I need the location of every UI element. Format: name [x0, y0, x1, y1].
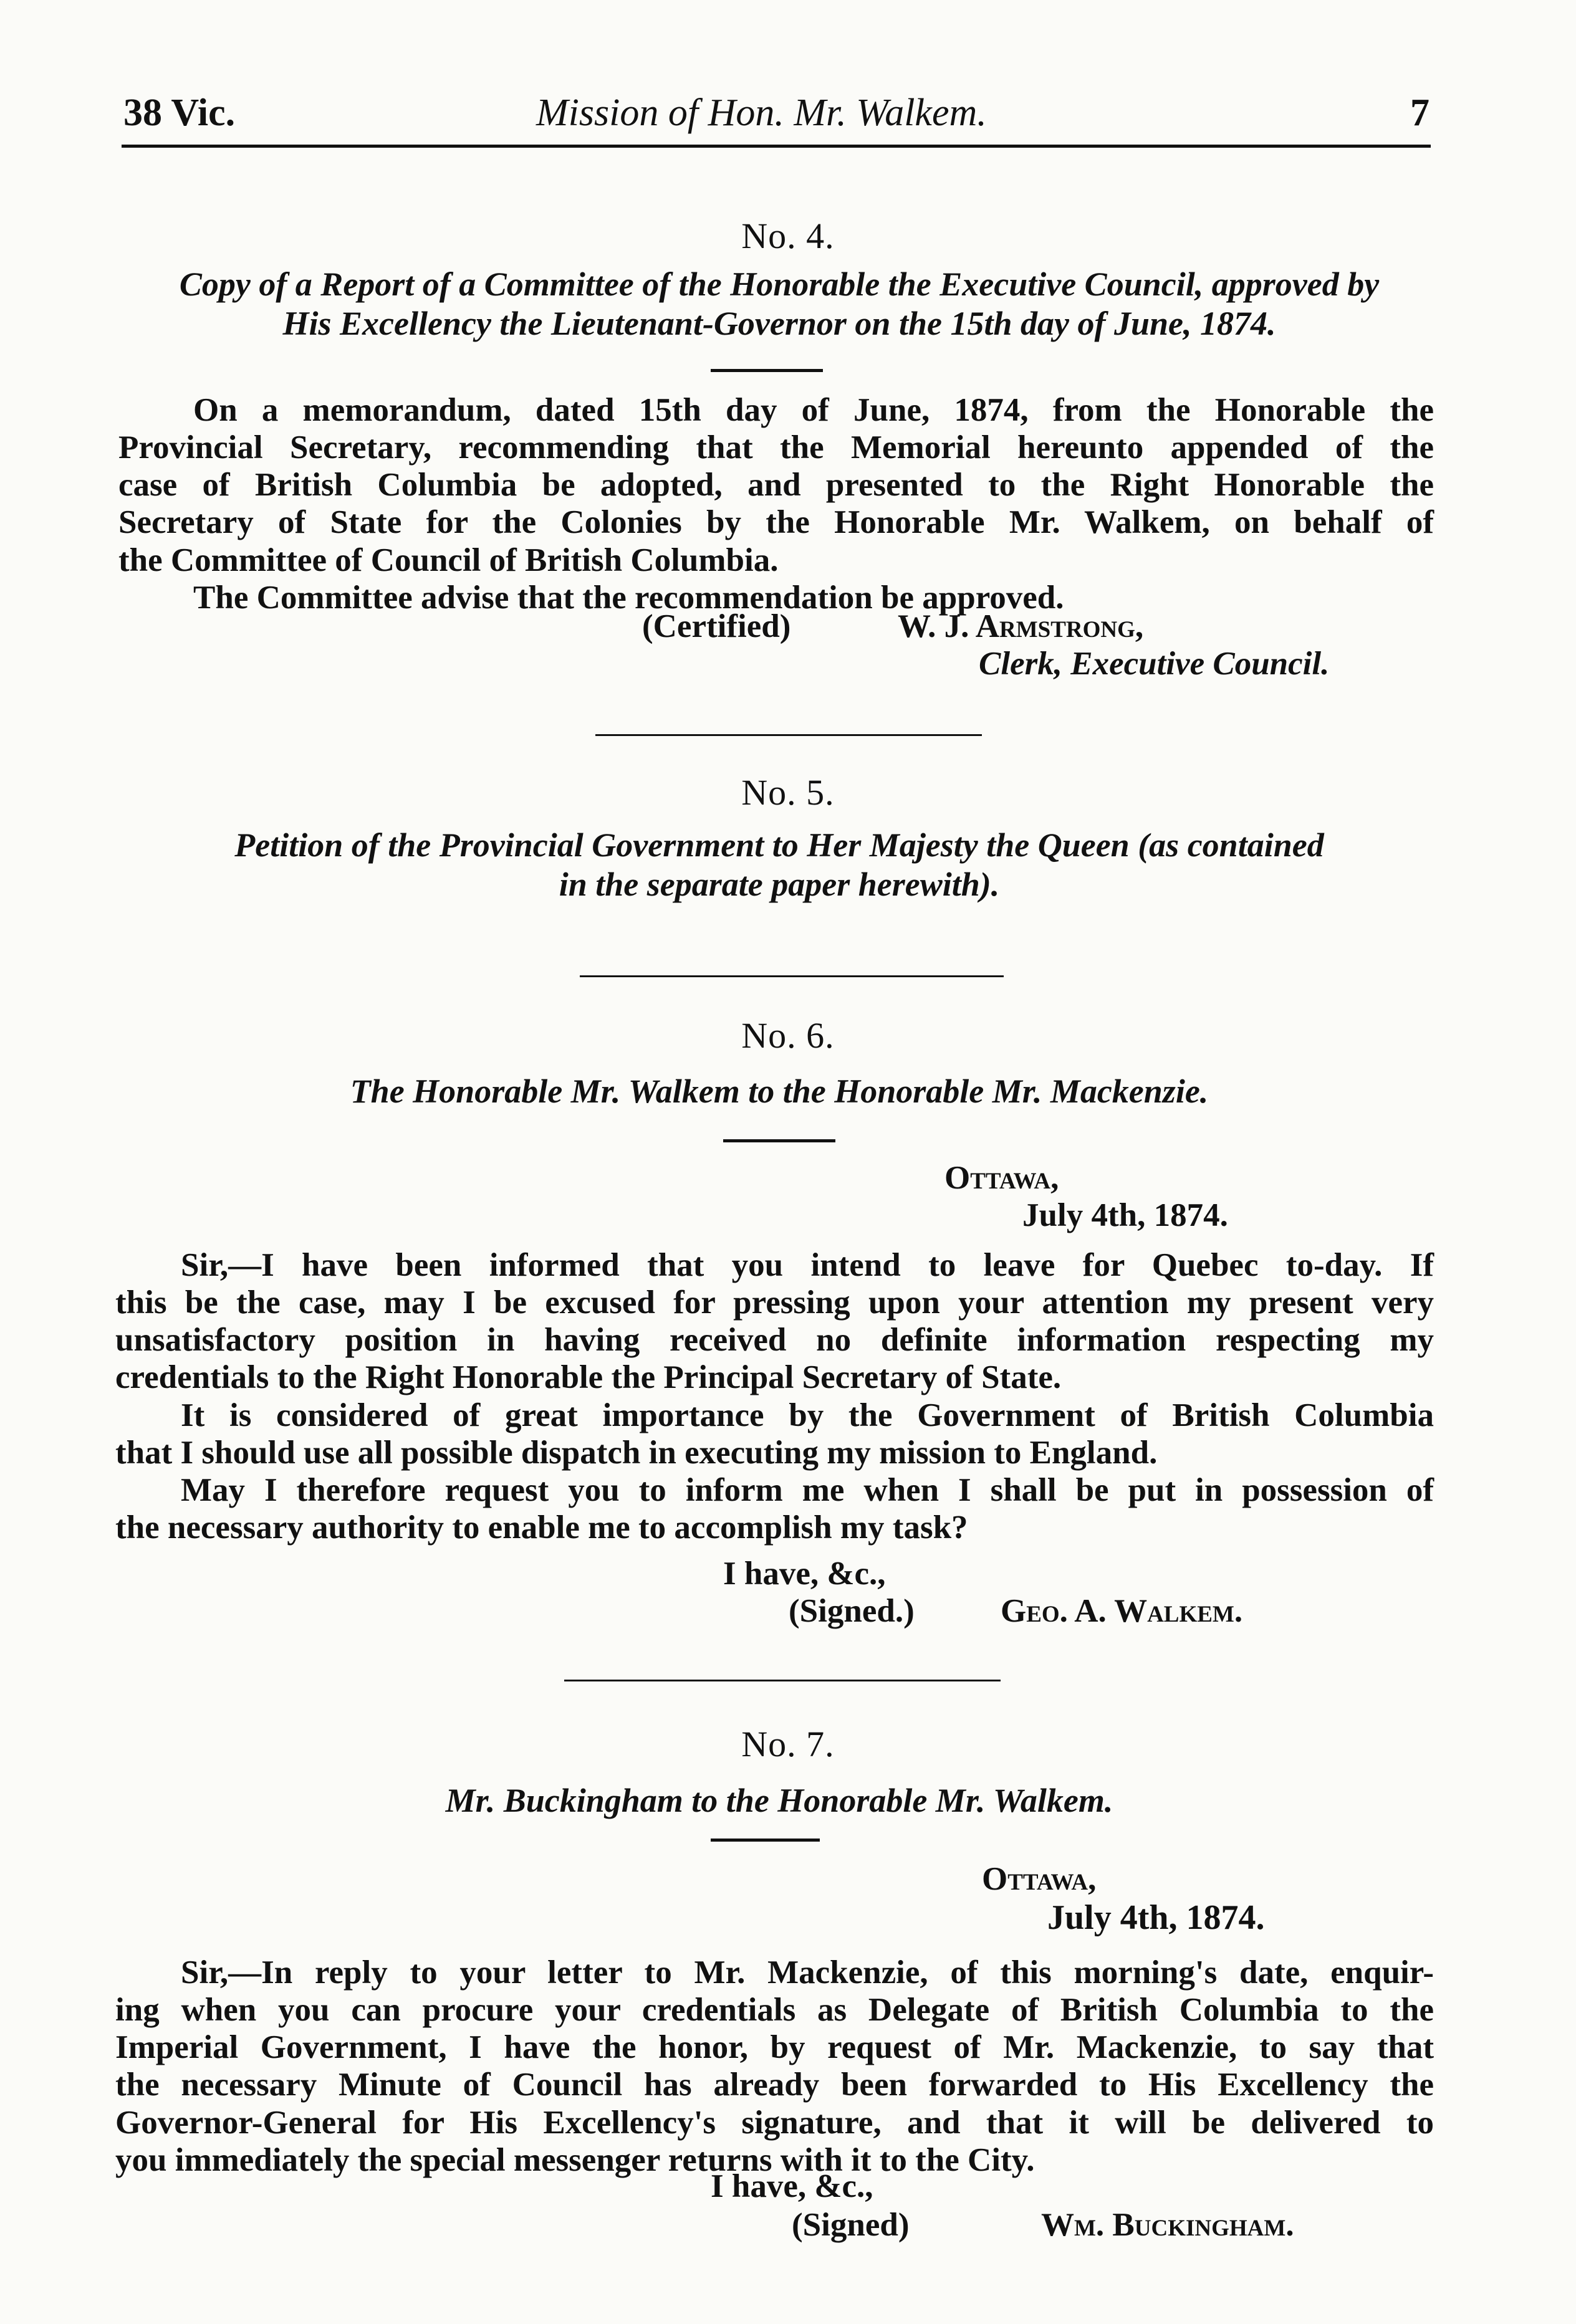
doc6-closing: I have, &c., [723, 1556, 886, 1592]
doc4-para1-line3: case of British Columbia be adopted, and presented to the Right Honorable the [118, 467, 1434, 504]
doc7-letter [115, 1954, 1434, 2179]
doc4-para2: The Committee advise that the recommendation be approved. [193, 579, 1064, 616]
doc4-signer: W. J. Armstrong, [898, 608, 1144, 644]
header-title: Mission of Hon. Mr. Walkem. [536, 92, 987, 134]
doc7-signer: Wm. Buckingham. [1041, 2207, 1294, 2243]
doc6-para3-line1: May I therefore request you to inform me when I shall be put in possession of [181, 1471, 1434, 1508]
doc6-number: No. 6. [741, 1015, 835, 1056]
doc4-caption-line1: Copy of a Report of a Committee of the Honorable the Executive Council, approved by [179, 265, 1380, 303]
doc6-para1-line3: unsatisfactory position in having received no definite information respecting my [115, 1322, 1434, 1359]
doc6-caption: The Honorable Mr. Walkem to the Honorable Mr. Mackenzie. [350, 1073, 1209, 1110]
doc6-signer: Geo. A. Walkem. [1001, 1593, 1243, 1629]
doc4-caption [122, 265, 1437, 343]
doc7-signed: (Signed) [792, 2207, 910, 2243]
doc7-number: No. 7. [741, 1724, 835, 1764]
doc6-signed: (Signed.) [789, 1593, 915, 1629]
doc6-place: Ottawa, [944, 1160, 1059, 1196]
doc7-caption: Mr. Buckingham to the Honorable Mr. Walkem. [445, 1782, 1113, 1819]
doc4-caption-line2: His Excellency the Lieutenant-Governor on the 15th day of June, 1874. [282, 304, 1276, 342]
doc7-para1-line3: Imperial Government, I have the honor, by request of Mr. Mackenzie, to say that [115, 2029, 1434, 2066]
section-divider-2 [580, 975, 1004, 977]
doc7-date: July 4th, 1874. [1047, 1898, 1265, 1937]
doc4-caption-rule [711, 369, 823, 372]
doc6-para2-line1: It is considered of great importance by the Government of British Columbia [181, 1397, 1434, 1433]
doc6-para3-line2: the necessary authority to enable me to accomplish my task? [115, 1509, 968, 1546]
doc4-para1-line1: On a memorandum, dated 15th day of June, 1874, from the Honorable the [193, 392, 1434, 428]
doc6-para1-line1: Sir,—I have been informed that you intend to leave for Quebec to-day. If [181, 1247, 1434, 1283]
doc6-caption-rule [723, 1139, 835, 1142]
doc7-para1-line6: you immediately the special messenger returns with it to the City. [115, 2141, 1035, 2178]
doc6-para1-line2: this be the case, may I be excused for pressing upon your attention my present very [115, 1284, 1434, 1321]
doc4-number: No. 4. [741, 216, 835, 256]
header-page-number: 7 [1410, 92, 1429, 134]
doc4-signer-title: Clerk, Executive Council. [979, 646, 1330, 682]
section-divider-1 [595, 734, 982, 736]
doc7-para1-line4: the necessary Minute of Council has already been forwarded to His Excellency the [115, 2067, 1434, 2103]
doc4-certified: (Certified) [642, 608, 791, 644]
doc5-number: No. 5. [741, 772, 835, 813]
doc7-para1-line2: ing when you can procure your credentials as Delegate of British Columbia to the [115, 1992, 1434, 2029]
doc5-caption [122, 826, 1437, 904]
header-rule [122, 145, 1431, 148]
doc7-para1-line5: Governor-General for His Excellency's signature, and that it will be delivered to [115, 2104, 1434, 2141]
header-session: 38 Vic. [123, 92, 236, 134]
doc7-closing: I have, &c., [711, 2168, 873, 2204]
doc7-caption-rule [711, 1839, 820, 1842]
doc6-date: July 4th, 1874. [1022, 1197, 1228, 1233]
doc4-para1-line5: the Committee of Council of British Columbia. [118, 542, 779, 578]
doc4-para1-line4: Secretary of State for the Colonies by the Honorable Mr. Walkem, on behalf of [118, 504, 1434, 541]
doc7-place: Ottawa, [982, 1861, 1097, 1897]
doc4-memorandum [118, 391, 1434, 616]
doc5-caption-line2: in the separate paper herewith). [559, 865, 1000, 903]
doc6-letter [115, 1246, 1434, 1546]
doc7-para1-line1: Sir,—In reply to your letter to Mr. Mackenzie, of this morning's date, enquir- [181, 1954, 1434, 1991]
doc6-para1-line4: credentials to the Right Honorable the Principal Secretary of State. [115, 1359, 1062, 1396]
doc5-caption-line1: Petition of the Provincial Government to Her Majesty the Queen (as contained [234, 826, 1324, 864]
section-divider-3 [564, 1680, 1001, 1681]
doc6-para2-line2: that I should use all possible dispatch in executing my mission to England. [115, 1434, 1158, 1471]
doc4-para1-line2: Provincial Secretary, recommending that the Memorial hereunto appended of the [118, 429, 1434, 466]
